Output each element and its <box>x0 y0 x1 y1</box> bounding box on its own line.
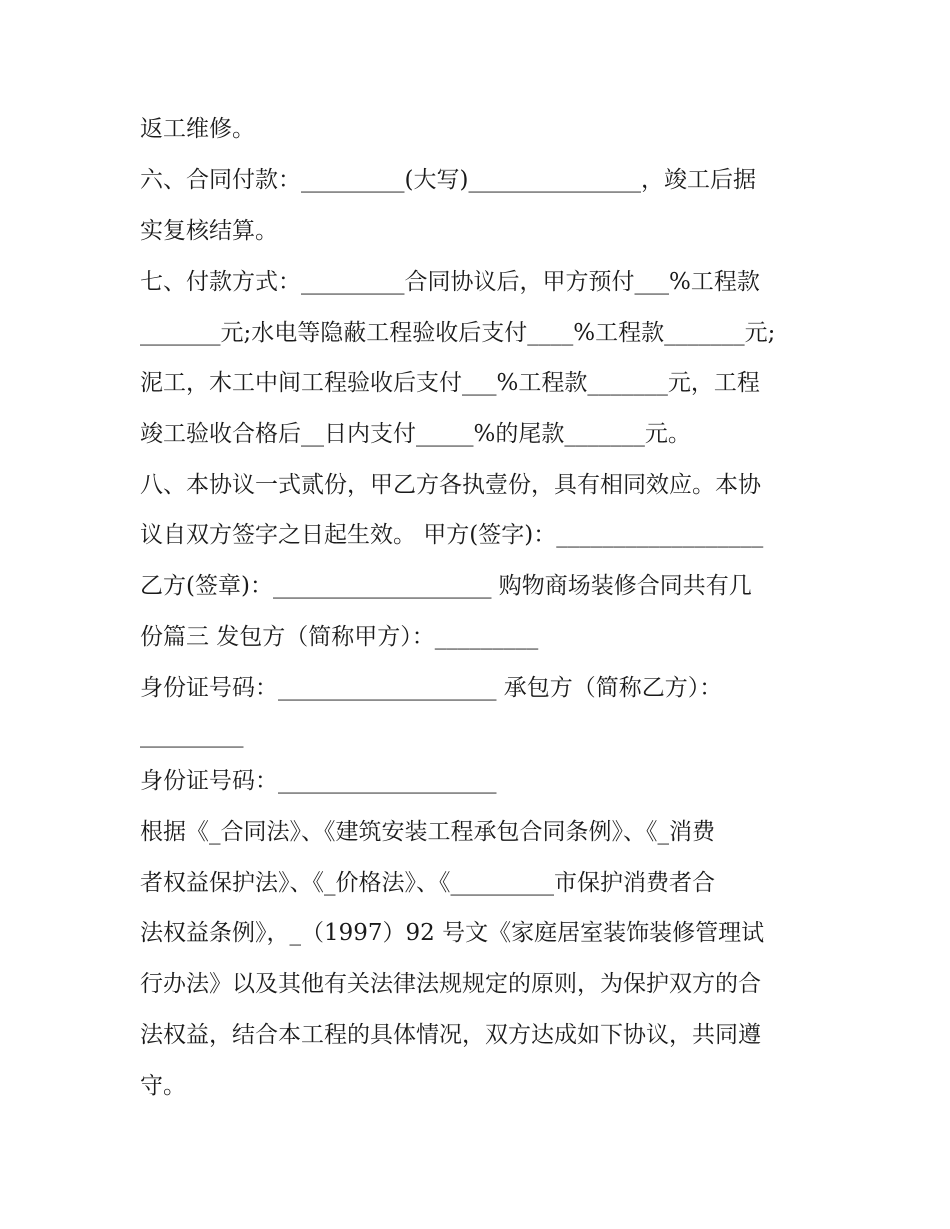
text-line: _______元;水电等隐蔽工程验收后支付____%工程款_______元; <box>140 320 776 346</box>
text-line: 六、合同付款：_________(大写)_______________，竣工后据 <box>140 167 756 193</box>
text-line: 法权益条例》，_（1997）92 号文《家庭居室装饰装修管理试 <box>140 920 765 946</box>
text-line: 泥工，木工中间工程验收后支付___%工程款_______元，工程 <box>140 370 760 396</box>
text-line: 实复核结算。 <box>140 218 278 244</box>
text-line: 根据《_合同法》、《建筑安装工程承包合同条例》、《_消费 <box>140 819 715 845</box>
text-line: 身份证号码：___________________ <box>140 768 497 794</box>
text-line: _________ <box>140 722 244 748</box>
text-line: 竣工验收合格后__日内支付_____%的尾款_______元。 <box>140 421 691 447</box>
text-line: 行办法》以及其他有关法律法规规定的原则，为保护双方的合 <box>140 971 761 997</box>
text-line: 返工维修。 <box>140 116 255 142</box>
text-line: 乙方(签章)：___________________ 购物商场装修合同共有几 <box>140 573 752 599</box>
text-line: 守。 <box>140 1073 186 1099</box>
text-line: 七、付款方式：_________合同协议后，甲方预付___%工程款 <box>140 269 760 295</box>
text-line: 法权益，结合本工程的具体情况，双方达成如下协议，共同遵 <box>140 1022 761 1048</box>
text-line: 者权益保护法》、《_价格法》、《_________市保护消费者合 <box>140 870 715 896</box>
text-line: 议自双方签字之日起生效。 甲方(签字)：__________________ <box>140 522 764 548</box>
text-line: 份篇三 发包方（简称甲方）：_________ <box>140 624 539 650</box>
text-line: 身份证号码：___________________ 承包方（简称乙方）： <box>140 675 723 701</box>
text-line: 八、本协议一式贰份，甲乙方各执壹份，具有相同效应。本协 <box>140 472 761 498</box>
